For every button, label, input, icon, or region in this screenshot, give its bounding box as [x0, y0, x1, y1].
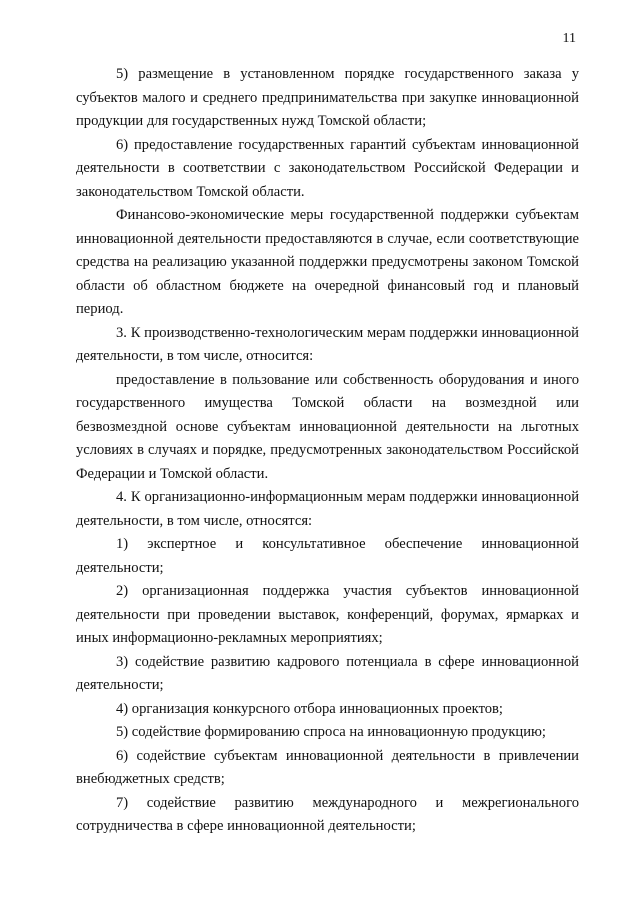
paragraph-item-1-expert-support: 1) экспертное и консультативное обеспечение инновационной деятельности;: [76, 536, 579, 576]
paragraph-section-4-heading: 4. К организационно-информационным мерам поддержки инновационной деятельности, в том числе, относятся:: [76, 489, 579, 529]
page-number: 11: [562, 31, 576, 46]
paragraph-item-5-state-order: 5) размещение в установленном порядке государственного заказа у субъектов малого и среднего предпринимательства при закупке инновационной продукции для государственных нужд Томской области;: [76, 66, 579, 129]
paragraph-item-4-project-selection: 4) организация конкурсного отбора инновационных проектов;: [116, 700, 503, 717]
paragraph-financial-support-condition: Финансово-экономические меры государственной поддержки субъектам инновационной деятельности предоставляются в случае, если соответствующие средства на реализацию указанной поддержки предусмотрены законом Томской области об областном бюджете на очередной финансовый год и плановый период.: [76, 207, 579, 317]
paragraph-item-6-extrabudgetary-funds: 6) содействие субъектам инновационной деятельности в привлечении внебюджетных средств;: [76, 747, 579, 787]
paragraph-item-3-personnel-development: 3) содействие развитию кадрового потенциала в сфере инновационной деятельности;: [76, 653, 579, 693]
paragraph-equipment-provision: предоставление в пользование или собственность оборудования и иного государственного имущества Томской области на возмездной или безвозмездной основе субъектам инновационной деятельности на льготных условиях в случаях и порядке, предусмотренных законодательством Российской Федерации и Томской области.: [76, 371, 579, 482]
paragraph-item-2-exhibitions-support: 2) организационная поддержка участия субъектов инновационной деятельности при проведении выставок, конференций, форумах, ярмарках и иных информационно-рекламных мероприятиях;: [76, 583, 579, 646]
paragraph-item-7-international-cooperation: 7) содействие развитию международного и межрегионального сотрудничества в сфере инновационной деятельности;: [76, 794, 579, 834]
document-body: [76, 63, 579, 839]
paragraph-section-3-heading: 3. К производственно-технологическим мерам поддержки инновационной деятельности, в том числе, относится:: [76, 324, 579, 364]
paragraph-item-5-demand-formation: 5) содействие формированию спроса на инновационную продукцию;: [116, 724, 546, 740]
paragraph-item-6-state-guarantees: 6) предоставление государственных гарантий субъектам инновационной деятельности в соответствии с законодательством Российской Федерации и законодательством Томской области.: [76, 136, 579, 200]
